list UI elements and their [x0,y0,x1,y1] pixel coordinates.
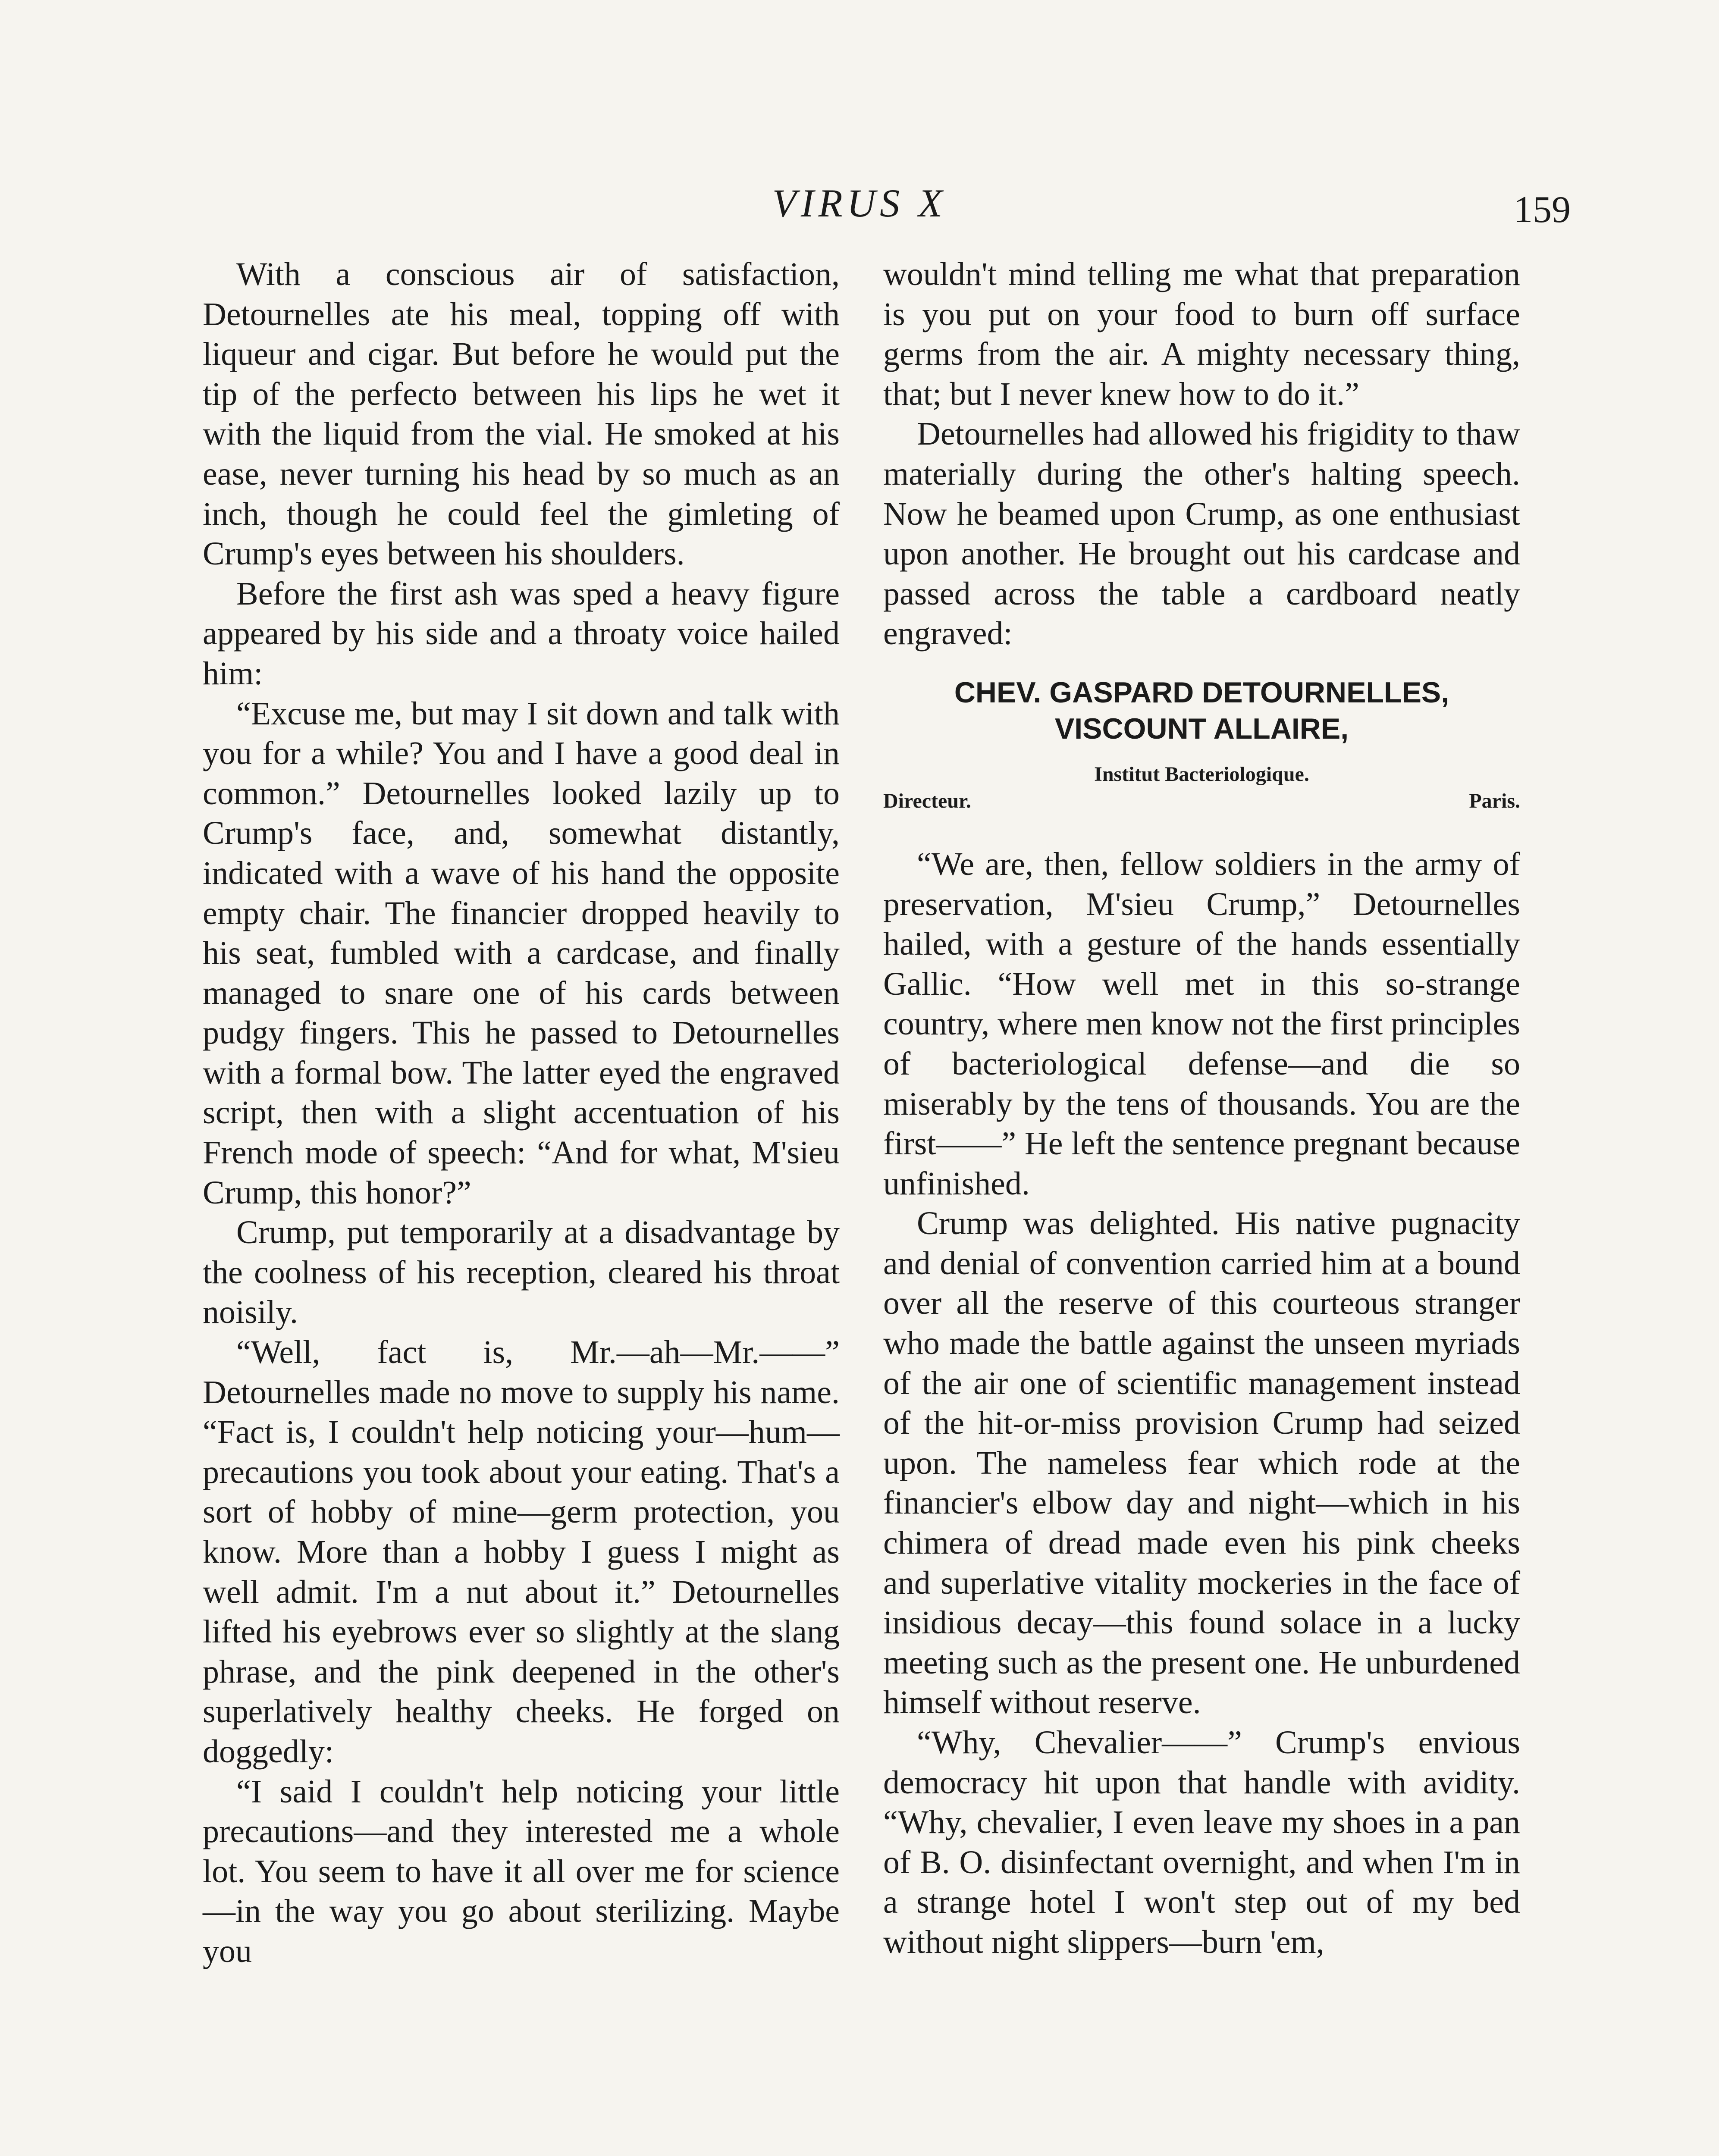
card-institute: Institut Bacteriologique. [1094,762,1309,786]
running-title: VIRUS X [772,181,947,225]
paragraph: “Why, Chevalier——” Crump's envious democracy hit upon that handle with avidity. “Why, chevalier, I even leave my shoes in a pan of B. O. disinfectant overnight, and when I'm in a strange hotel I won't step out of my bed without night slippers—burn 'em, [883,1724,1520,1960]
card-city: Paris. [1469,789,1520,812]
paragraph: With a conscious air of satisfaction, Detournelles ate his meal, topping off with liqueur and cigar. But before he would put the tip of the perfecto between his lips he wet it with the liquid from the vial. He smoked at his ease, never turning his head by so much as an inch, though he could feel the gimleting of Crump's eyes between his shoulders. [203,256,840,572]
paragraph: “I said I couldn't help noticing your little precautions—and they interested me a whole lot. You seem to have it all over me for science—in the way you go about sterilizing. Maybe you [203,1773,840,1969]
engraved-card [883,674,1520,814]
paragraph: “We are, then, fellow soldiers in the army of preservation, M'sieu Crump,” Detournelles hailed, with a gesture of the hands essentially Gallic. “How well met in this so-strange country, where men know not the first principles of bacteriological defense—and die so miserably by the tens of thousands. You are the first——” He left the sentence pregnant because unfinished. [883,846,1520,1202]
paragraph-continuation: wouldn't mind telling me what that preparation is you put on your food to burn off surface germs from the air. A mighty necessary thing, that; but I never knew how to do it.” [883,256,1520,412]
paragraph: Crump, put temporarily at a disadvantage by the coolness of his reception, cleared his throat noisily. [203,1214,840,1331]
card-title: Directeur. [883,789,971,812]
card-footer [883,788,1520,814]
paragraph: “Well, fact is, Mr.—ah—Mr.——” Detournelles made no move to supply his name. “Fact is, I couldn't help noticing your—hum—precautions you took about your eating. That's a sort of hobby of mine—germ protection, you know. More than a hobby I guess I might as well admit. I'm a nut about it.” Detournelles lifted his eyebrows ever so slightly at the slang phrase, and the pink deepened in the other's superlatively healthy cheeks. He forged on doggedly: [203,1334,840,1770]
paragraph: Before the first ash was sped a heavy figure appeared by his side and a throaty voice hailed him: [203,575,840,692]
page-number: 159 [1514,189,1571,231]
right-column [883,254,1520,1962]
paragraph: Crump was delighted. His native pugnacity and denial of convention carried him at a bound over all the reserve of this courteous stranger who made the battle against the unseen myriads of the air one of scientific management instead of the hit-or-miss provision Crump had seized upon. The nameless fear which rode at the financier's elbow day and night—which in his chimera of dread made even his pink cheeks and superlative vitality mockeries in the face of insidious decay—this found solace in a lucky meeting such as the present one. He unburdened himself without reserve. [883,1205,1520,1721]
card-name-line-2: VISCOUNT ALLAIRE, [1054,712,1349,745]
paragraph: “Excuse me, but may I sit down and talk with you for a while? You and I have a good deal in common.” Detournelles looked lazily up to Crump's face, and, somewhat distantly, indicated with a wave of his hand the opposite empty chair. The financier dropped heavily to his seat, fumbled with a cardcase, and finally managed to snare one of his cards between pudgy fingers. This he passed to Detournelles with a formal bow. The latter eyed the engraved script, then with a slight accentuation of his French mode of speech: “And for what, M'sieu Crump, this honor?” [203,695,840,1211]
paragraph: Detournelles had allowed his frigidity to thaw materially during the other's halting speech. Now he beamed upon Crump, as one enthusiast upon another. He brought out his cardcase and passed across the table a cardboard neatly engraved: [883,416,1520,652]
left-column [203,254,840,1971]
card-name-line-1: CHEV. GASPARD DETOURNELLES, [954,676,1449,709]
